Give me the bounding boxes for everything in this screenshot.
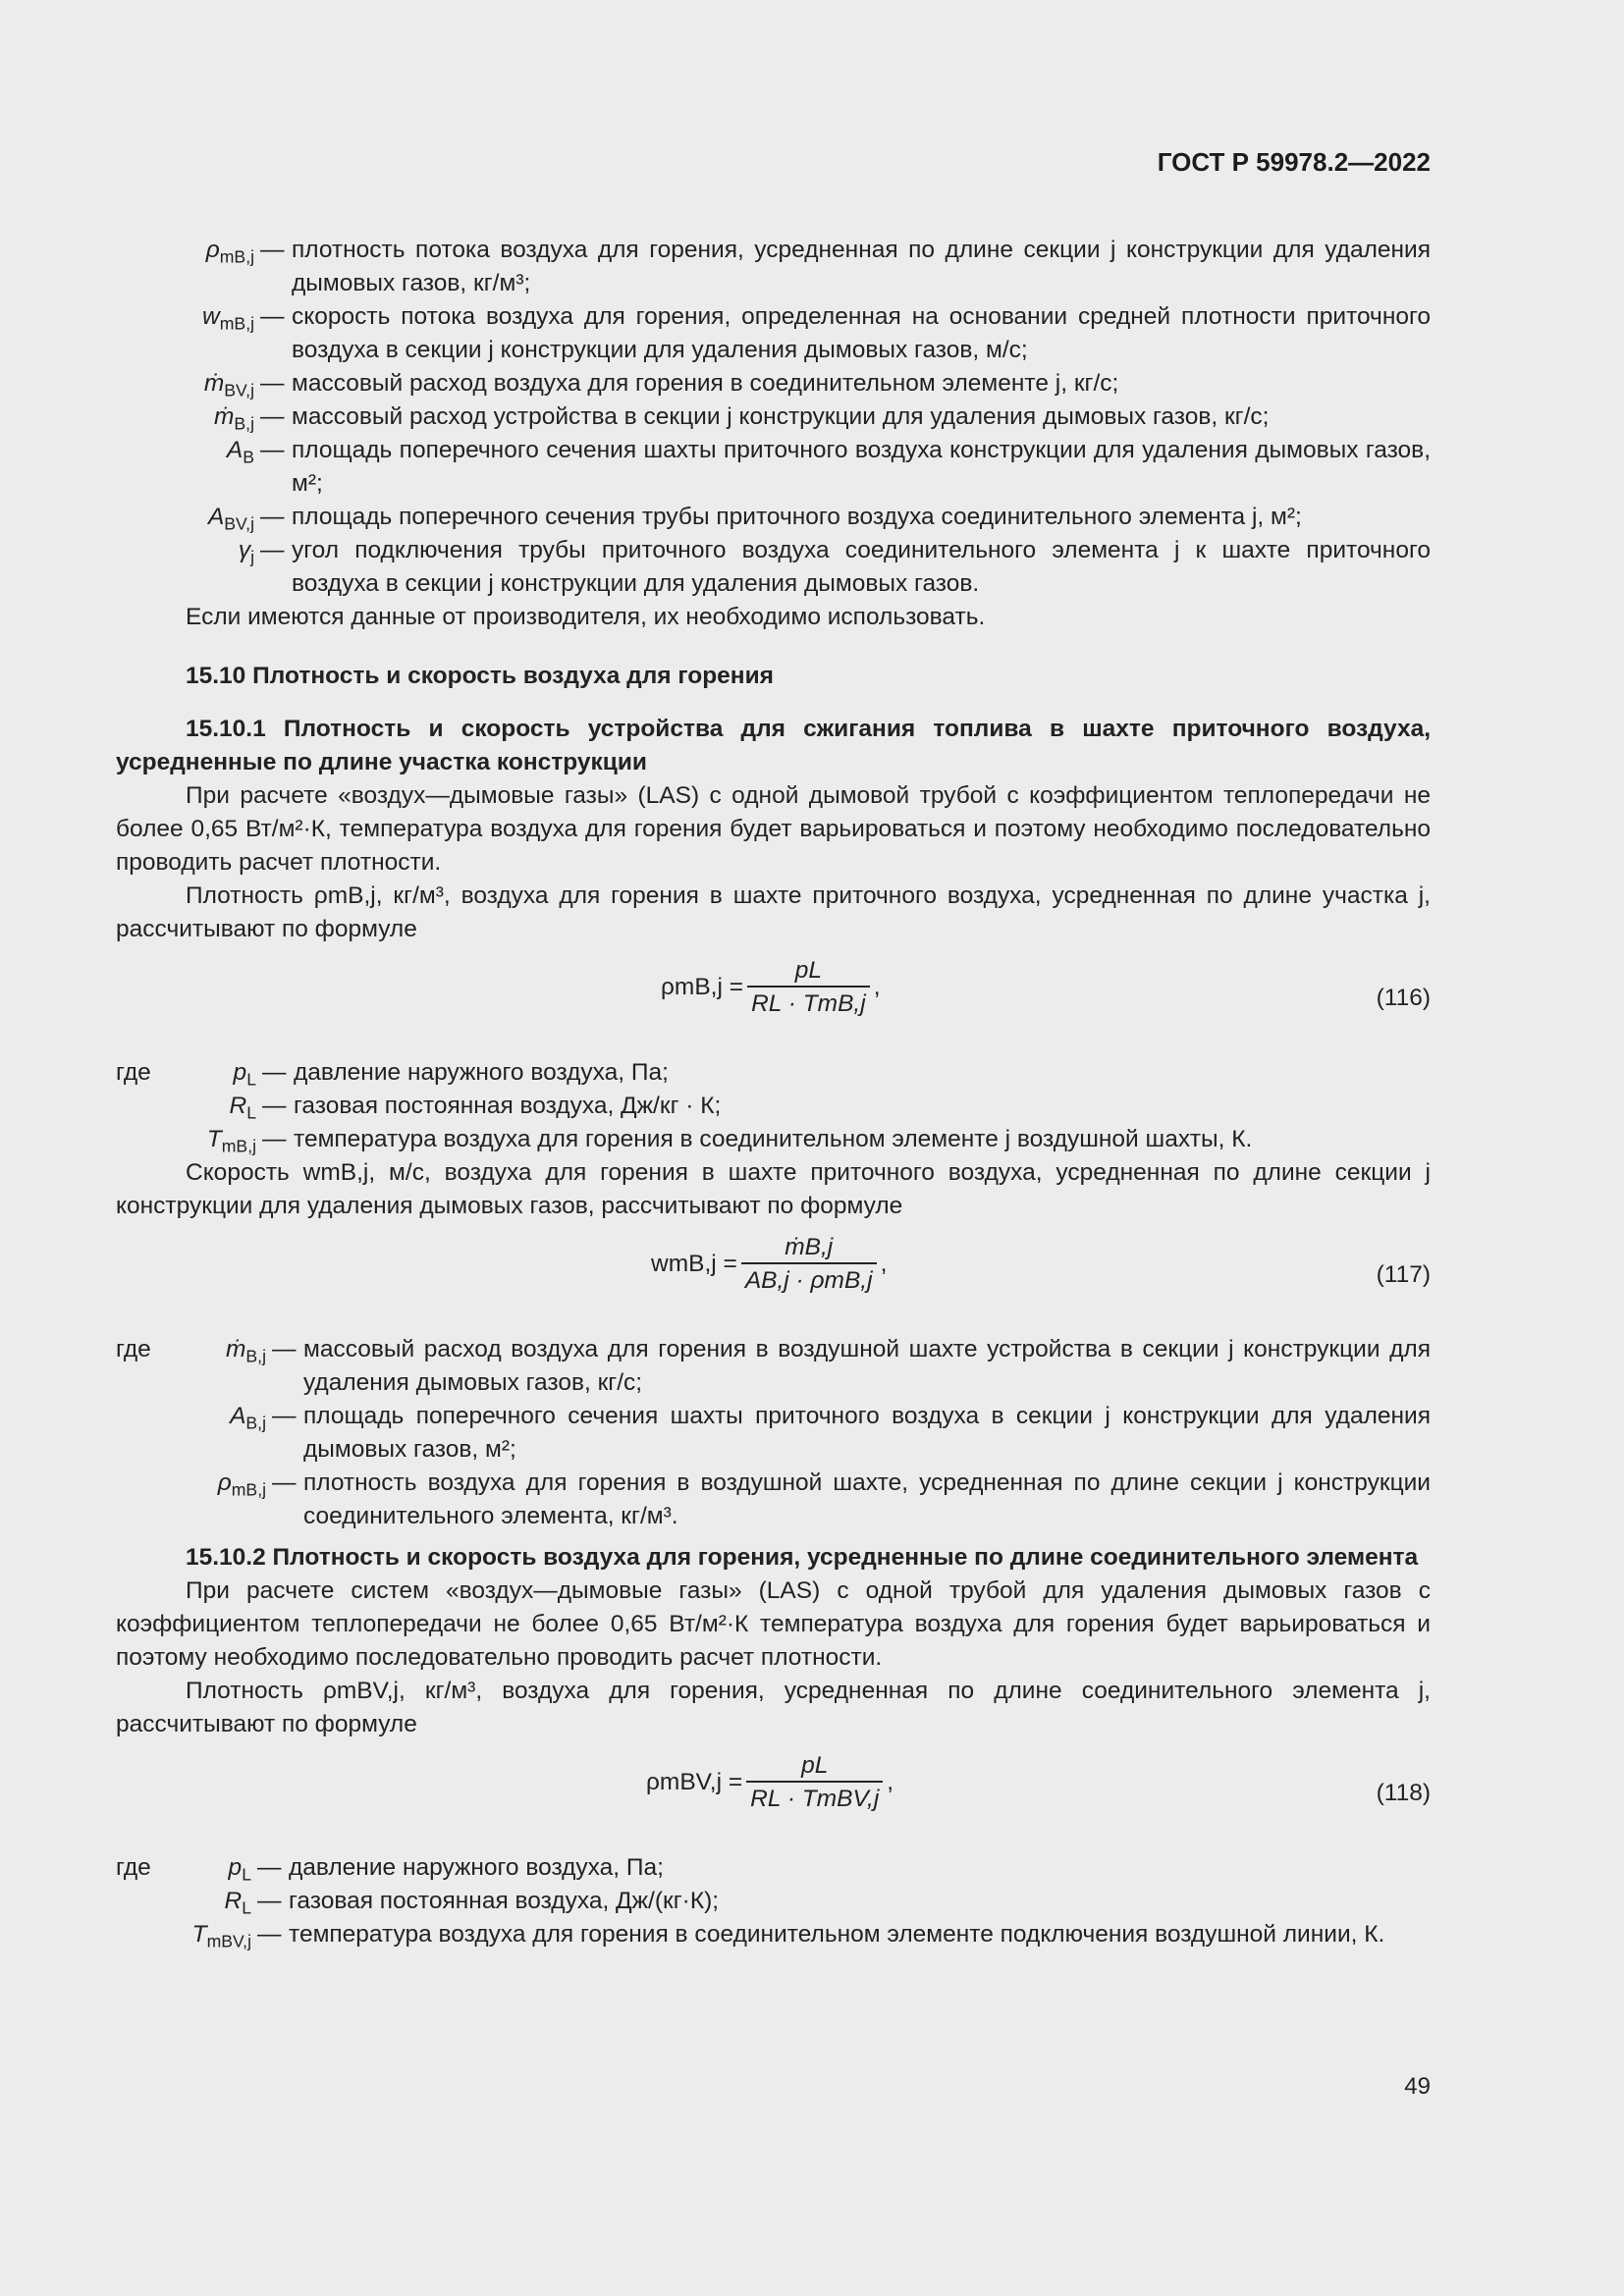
definition-text: давление наружного воздуха, Па; (294, 1059, 669, 1086)
symbol (116, 534, 260, 567)
symbol (116, 367, 260, 400)
definition-row (116, 501, 1431, 534)
definition-text: скорость потока воздуха для горения, определенная на основании средней плотности приточного воздуха в секции j конструкции для удаления дымовых газов, м/с; (292, 303, 1431, 363)
note: Если имеются данные от производителя, их необходимо использовать. (186, 604, 986, 630)
symbol (173, 1885, 257, 1918)
symbol-letter: ρ (217, 1469, 232, 1496)
formula-118-denominator: RL · TmBV,j (746, 1781, 883, 1814)
symbol-letter: R (224, 1888, 243, 1914)
paragraph-4: При расчете систем «воздух—дымовые газы» (LAS) с одной трубой для удаления дымовых газов с коэффициентом теплопередачи не более 0,65 Вт/м²·К температура воздуха для горения будет варьироваться и поэтому необходимо последовательно проводить расчет плотности. (116, 1577, 1431, 1671)
definition-row (116, 234, 1431, 300)
symbol (116, 234, 260, 267)
heading-15-10-1: 15.10.1 Плотность и скорость устройства для сжигания топлива в шахте приточного воздуха, усредненные по длине участка конструкции (116, 716, 1431, 775)
symbol-subscript: B,j (245, 1346, 266, 1366)
symbol-subscript: mB,j (219, 313, 254, 334)
symbol (116, 501, 260, 534)
definition-text: массовый расход воздуха для горения в соединительном элементе j, кг/с; (292, 370, 1119, 397)
symbol-letter: ṁ (226, 1336, 246, 1362)
em-dash: — (262, 1093, 287, 1119)
symbol-subscript: mB,j (231, 1479, 266, 1500)
page-number: 49 (1404, 2073, 1431, 2100)
symbol-subscript: mB,j (219, 246, 254, 267)
where-list-117 (116, 1333, 1431, 1533)
symbol-subscript: B (243, 447, 254, 467)
symbol-subscript: L (242, 1864, 251, 1885)
definition-row (116, 1885, 1431, 1918)
symbol-subscript: L (246, 1069, 256, 1090)
symbol (173, 1400, 272, 1433)
definition-row (116, 434, 1431, 501)
definition-row (116, 1400, 1431, 1467)
symbol-letter: w (202, 303, 220, 330)
symbol (173, 1123, 262, 1156)
definition-text: температура воздуха для горения в соединительном элементе подключения воздушной линии, К. (289, 1921, 1385, 1948)
formula-118-comma: , (887, 1769, 894, 1795)
symbol (116, 434, 260, 467)
symbol-subscript: mB,j (221, 1136, 256, 1156)
formula-117-numerator: ṁB,j (785, 1234, 834, 1260)
symbol-letter: ṁ (214, 403, 235, 430)
paragraph-3: Скорость wmB,j, м/с, воздуха для горения в шахте приточного воздуха, усредненная по длине секции j конструкции для удаления дымовых газов, рассчитывают по формуле (116, 1159, 1431, 1219)
definition-text: плотность воздуха для горения в воздушной шахте, усредненная по длине секции j конструкции соединительного элемента, кг/м³. (303, 1469, 1431, 1529)
symbol-subscript: j (250, 547, 254, 567)
symbol (173, 1851, 257, 1885)
em-dash: — (262, 1126, 287, 1152)
definition-text: газовая постоянная воздуха, Дж/кг · К; (294, 1093, 722, 1119)
em-dash: — (260, 504, 285, 530)
em-dash: — (272, 1403, 297, 1429)
em-dash: — (272, 1469, 297, 1496)
definition-row (116, 367, 1431, 400)
em-dash: — (262, 1059, 287, 1086)
paragraph-5: Плотность ρmBV,j, кг/м³, воздуха для горения, усредненная по длине соединительного элемента j, рассчитывают по формуле (116, 1678, 1431, 1737)
symbol-letter: p (228, 1854, 243, 1881)
formula-118 (116, 1747, 1431, 1845)
definition-text: угол подключения трубы приточного воздуха соединительного элемента j к шахте приточного воздуха в секции j конструкции для удаления дымовых газов. (292, 537, 1431, 597)
definition-row (116, 1918, 1431, 1951)
em-dash: — (260, 403, 285, 430)
formula-117-lhs: wmB,j = (651, 1251, 737, 1277)
em-dash: — (260, 537, 285, 563)
definition-text: площадь поперечного сечения шахты приточного воздуха в секции j конструкции для удаления дымовых газов, м²; (303, 1403, 1431, 1463)
em-dash: — (257, 1854, 282, 1881)
symbol-letter: A (226, 437, 244, 463)
symbol (173, 1090, 262, 1123)
definition-text: массовый расход устройства в секции j конструкции для удаления дымовых газов, кг/с; (292, 403, 1270, 430)
em-dash: — (272, 1336, 297, 1362)
formula-117-denominator: AB,j · ρmB,j (741, 1262, 877, 1296)
em-dash: — (260, 370, 285, 397)
definition-text: площадь поперечного сечения трубы приточного воздуха соединительного элемента j, м²; (292, 504, 1302, 530)
formula-116-label: (116) (1376, 985, 1431, 1011)
symbol (173, 1056, 262, 1090)
symbol-letter: p (233, 1059, 247, 1086)
formula-118-label: (118) (1376, 1780, 1431, 1806)
symbol-list-1 (116, 234, 1431, 601)
em-dash: — (260, 437, 285, 463)
definition-row (116, 1851, 1431, 1885)
symbol-letter: A (230, 1403, 246, 1429)
symbol-letter: T (191, 1921, 207, 1948)
symbol-subscript: L (242, 1897, 251, 1918)
symbol (116, 300, 260, 334)
symbol-subscript: mBV,j (206, 1931, 251, 1951)
definition-row (116, 1090, 1431, 1123)
definition-text: плотность потока воздуха для горения, усредненная по длине секции j конструкции для удаления дымовых газов, кг/м³; (292, 237, 1431, 296)
symbol-subscript: BV,j (224, 513, 254, 534)
symbol-letter: ρ (205, 237, 220, 263)
symbol-subscript: BV,j (224, 380, 254, 400)
page-content (116, 234, 1431, 1951)
formula-117 (116, 1229, 1431, 1327)
definition-text: давление наружного воздуха, Па; (289, 1854, 664, 1881)
em-dash: — (257, 1888, 282, 1914)
symbol (173, 1918, 257, 1951)
standard-header: ГОСТ Р 59978.2—2022 (1157, 147, 1431, 177)
paragraph-1: При расчете «воздух—дымовые газы» (LAS) с одной дымовой трубой с коэффициентом теплопередачи не более 0,65 Вт/м²·К, температура воздуха для горения будет варьироваться и поэтому необходимо последовательно проводить расчет плотности. (116, 782, 1431, 876)
symbol (116, 400, 260, 434)
formula-116 (116, 952, 1431, 1050)
definition-row (116, 1467, 1431, 1533)
where-list-118 (116, 1851, 1431, 1951)
heading-15-10: 15.10 Плотность и скорость воздуха для горения (186, 663, 774, 689)
definition-row (116, 534, 1431, 601)
em-dash: — (260, 237, 285, 263)
symbol (173, 1333, 272, 1366)
definition-text: газовая постоянная воздуха, Дж/(кг·К); (289, 1888, 720, 1914)
symbol-letter: T (206, 1126, 222, 1152)
definition-text: массовый расход воздуха для горения в воздушной шахте устройства в секции j конструкции для удаления дымовых газов, кг/с; (303, 1336, 1431, 1396)
where-label: где (116, 1336, 151, 1362)
where-list-116 (116, 1056, 1431, 1156)
definition-row (116, 400, 1431, 434)
em-dash: — (257, 1921, 282, 1948)
formula-116-numerator: pL (794, 957, 822, 984)
symbol-subscript: B,j (245, 1413, 266, 1433)
symbol-subscript: L (246, 1102, 256, 1123)
heading-15-10-2: 15.10.2 Плотность и скорость воздуха для горения, усредненные по длине соединительного элемента (186, 1544, 1419, 1571)
formula-116-lhs: ρmB,j = (661, 974, 744, 1000)
where-label: где (116, 1059, 151, 1086)
definition-row (116, 1056, 1431, 1090)
symbol-subscript: B,j (234, 413, 254, 434)
symbol-letter: R (229, 1093, 247, 1119)
symbol-letter: ṁ (203, 370, 225, 397)
definition-text: площадь поперечного сечения шахты приточного воздуха конструкции для удаления дымовых газов, м²; (292, 437, 1431, 497)
definition-row (116, 300, 1431, 367)
formula-116-comma: , (873, 974, 881, 1000)
where-label: где (116, 1854, 151, 1881)
symbol-letter: A (207, 504, 225, 530)
formula-117-label: (117) (1376, 1261, 1431, 1288)
em-dash: — (260, 303, 285, 330)
symbol (173, 1467, 272, 1500)
symbol-letter: γ (238, 537, 251, 563)
formula-118-numerator: pL (801, 1752, 829, 1779)
definition-row (116, 1333, 1431, 1400)
paragraph-2: Плотность ρmB,j, кг/м³, воздуха для горения в шахте приточного воздуха, усредненная по длине участка j, рассчитывают по формуле (116, 882, 1431, 942)
formula-118-lhs: ρmBV,j = (646, 1769, 743, 1795)
formula-117-comma: , (880, 1251, 888, 1277)
formula-116-denominator: RL · TmB,j (747, 986, 870, 1019)
definition-row (116, 1123, 1431, 1156)
definition-text: температура воздуха для горения в соединительном элементе j воздушной шахты, К. (294, 1126, 1253, 1152)
